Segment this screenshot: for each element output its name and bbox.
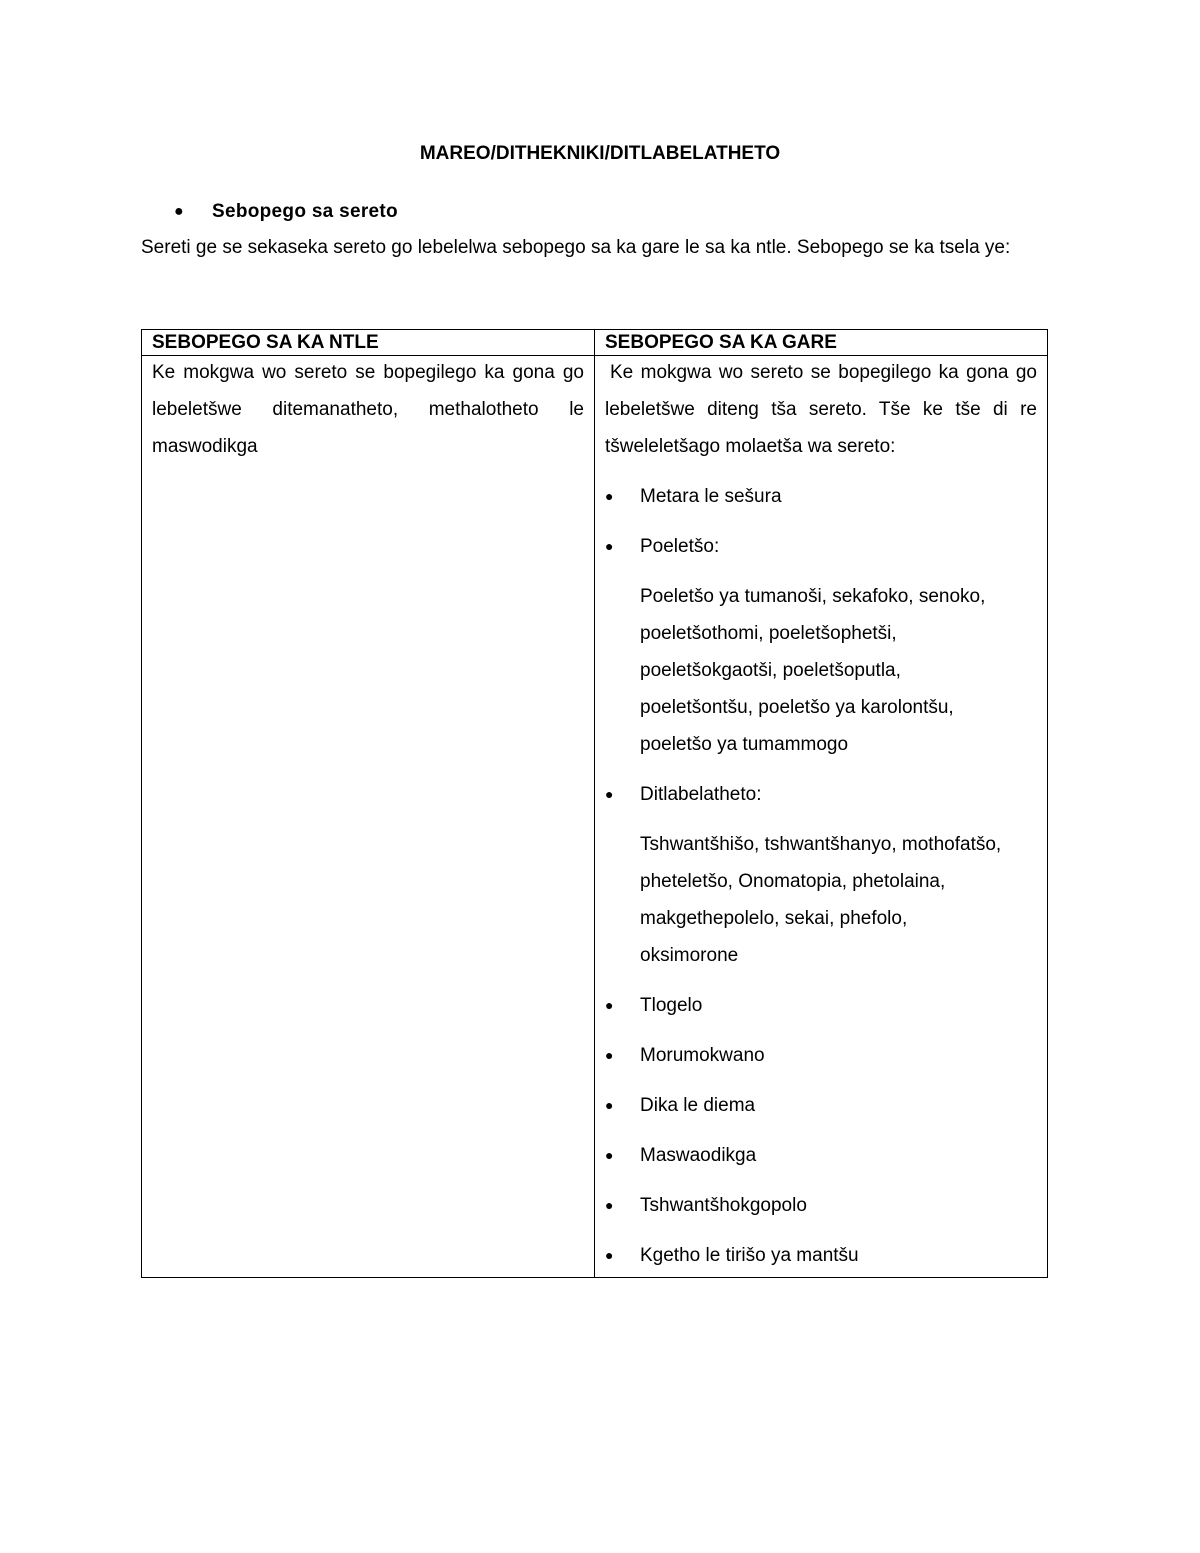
bullet-icon: ●: [605, 1047, 614, 1063]
list-item: ● Poeletšo:: [595, 528, 1047, 565]
list-item: ● Tshwantšhokgopolo: [595, 1187, 1047, 1224]
structure-table: [141, 329, 1048, 1278]
element-list: [595, 478, 1047, 565]
bullet-icon: ●: [605, 538, 614, 554]
poeletso-detail: Poeletšo ya tumanoši, sekafoko, senoko, poeletšothomi, poeletšophetši, poeletšokgaotši, poeletšoputla, poeletšontšu, poeletšo ya karolontšu, poeletšo ya tumammogo: [640, 586, 986, 755]
right-column-header: SEBOPEGO SA KA GARE: [595, 330, 1047, 356]
list-item: ● Dika le diema: [595, 1087, 1047, 1124]
page-title: MAREO/DITHEKNIKI/DITLABELATHETO: [419, 143, 781, 164]
left-column-header: SEBOPEGO SA KA NTLE: [142, 330, 594, 356]
element-list: [595, 776, 1047, 813]
list-item: ● Ditlabelatheto:: [595, 776, 1047, 813]
list-item: ● Tlogelo: [595, 987, 1047, 1024]
left-column-text: Ke mokgwa wo sereto se bopegilego ka gona go lebeletšwe ditemanatheto, methalotheto le maswodikga: [152, 362, 584, 457]
bullet-icon: ●: [605, 1097, 614, 1113]
bullet-icon: ●: [605, 1147, 614, 1163]
section-heading-text: Sebopego sa sereto: [212, 201, 398, 222]
intro-paragraph: Sereti ge se sekaseka sereto go lebelelwa sebopego sa ka gare le sa ka ntle. Sebopego se ka tsela ye:: [141, 237, 1011, 258]
list-item: ● Maswaodikga: [595, 1137, 1047, 1174]
right-column-intro: Ke mokgwa wo sereto se bopegilego ka gona go lebeletšwe diteng tša sereto. Tše ke tše di re tšweleletšago molaetša wa sereto:: [605, 362, 1037, 457]
list-item: ● Morumokwano: [595, 1037, 1047, 1074]
bullet-icon: ●: [605, 786, 614, 802]
element-list: [595, 987, 1047, 1274]
bullet-icon: ●: [174, 203, 184, 220]
ditlabelatheto-detail: Tshwantšhišo, tshwantšhanyo, mothofatšo, pheteletšo, Onomatopia, phetolaina, makgethepolelo, sekai, phefolo, oksimorone: [640, 834, 1002, 966]
left-column: [142, 330, 595, 1277]
bullet-icon: ●: [605, 488, 614, 504]
section-heading: [174, 200, 398, 224]
list-item: ● Kgetho le tirišo ya mantšu: [595, 1237, 1047, 1274]
right-column: [595, 330, 1047, 1277]
bullet-icon: ●: [605, 1247, 614, 1263]
bullet-icon: ●: [605, 997, 614, 1013]
bullet-icon: ●: [605, 1197, 614, 1213]
list-item: ● Metara le sešura: [595, 478, 1047, 515]
